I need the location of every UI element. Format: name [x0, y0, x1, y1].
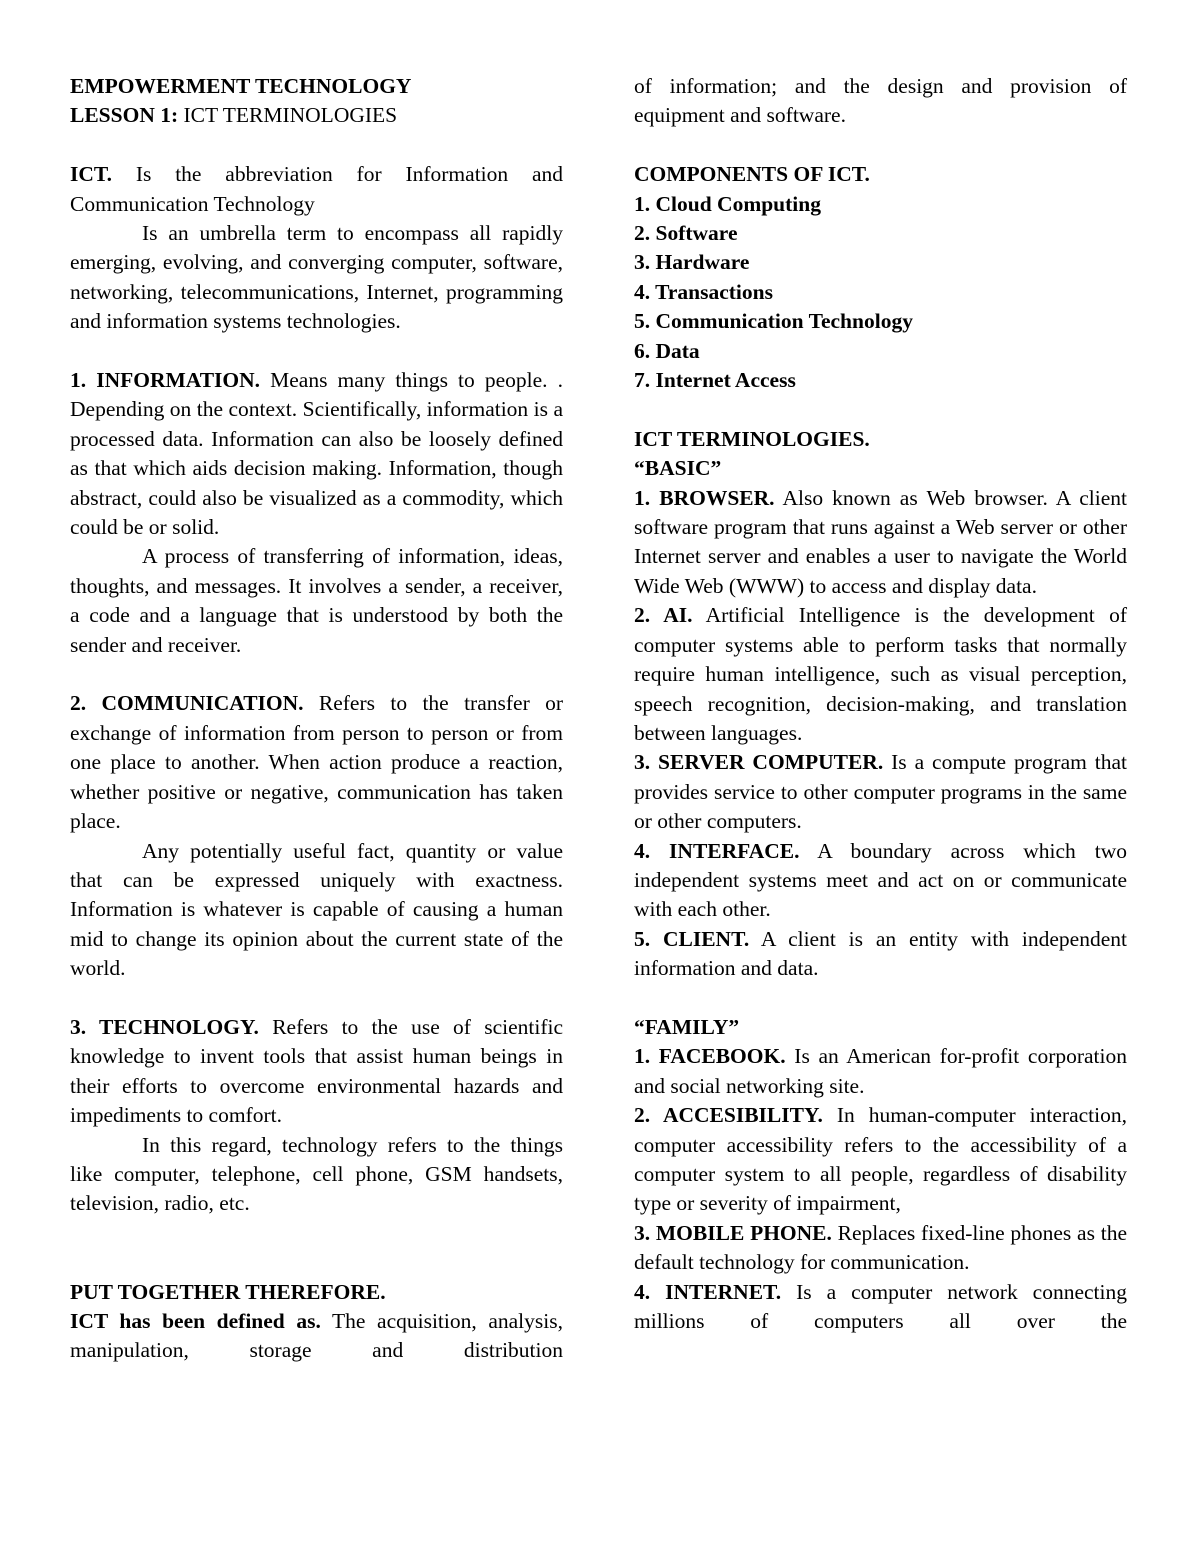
right-column [634, 72, 1127, 1336]
family-term-item [634, 1278, 1127, 1337]
basic-definition: Also known as Web browser. A client software program that runs against a Web server or other Internet server and enables a user to navigate the World Wide Web (WWW) to access and display data. [634, 485, 1127, 598]
summary-term: ICT has been defined as. [70, 1308, 321, 1333]
family-term: 3. MOBILE PHONE. [634, 1220, 832, 1245]
title-text: EMPOWERMENT TECHNOLOGY [70, 74, 412, 98]
technology-definition [70, 1013, 563, 1131]
summary-definition [70, 1307, 563, 1366]
component-item: 6. Data [634, 338, 700, 363]
component-item: 5. Communication Technology [634, 309, 913, 334]
technology-term: 3. TECHNOLOGY. [70, 1014, 259, 1039]
ict-definition [70, 160, 563, 219]
family-term: 1. FACEBOOK. [634, 1044, 786, 1069]
terminologies-heading: ICT TERMINOLOGIES. [634, 426, 870, 451]
family-label: “FAMILY” [634, 1014, 740, 1039]
family-term-item [634, 1219, 1127, 1278]
summary-heading: PUT TOGETHER THEREFORE. [70, 1279, 386, 1304]
component-item: 3. Hardware [634, 250, 750, 275]
technology-definition-text: Refers to the use of scientific knowledge to invent tools that assist human beings in their efforts to overcome environmental hazards and impediments to comfort. [70, 1014, 563, 1128]
information-extra: A process of transferring of information, ideas, thoughts, and messages. It involves a sender, a receiver, a code and a language that is understood by both the sender and receiver. [70, 544, 563, 657]
family-definition: Replaces fixed-line phones as the default technology for communication. [634, 1220, 1128, 1275]
communication-definition [70, 689, 563, 836]
component-item: 2. Software [634, 221, 738, 246]
basic-term: 1. BROWSER. [634, 485, 775, 510]
family-term: 2. ACCESIBILITY. [634, 1103, 823, 1128]
basic-term-item [634, 601, 1127, 748]
basic-definition: Artificial Intelligence is the development of computer systems able to perform tasks that normally require human intelligence, such as visual perception, speech recognition, decision-making, and translation between languages. [634, 603, 1127, 745]
basic-term-item [634, 484, 1127, 602]
technology-extra: In this regard, technology refers to the things like computer, telephone, cell phone, GSM handsets, television, radio, etc. [70, 1132, 563, 1216]
basic-term-item [634, 925, 1127, 984]
family-definition: Is an American for-profit corporation and social networking site. [634, 1044, 1127, 1098]
ict-definition-text: Is the abbreviation for Information and Communication Technology [70, 162, 563, 216]
component-item: 7. Internet Access [634, 368, 796, 393]
basic-term: 3. SERVER COMPUTER. [634, 750, 884, 775]
family-term-item [634, 1101, 1127, 1219]
document-title [70, 72, 563, 101]
communication-term: 2. COMMUNICATION. [70, 691, 304, 716]
family-definition: In human-computer interaction, computer accessibility refers to the accessibility of a computer system to all people, regardless of disability type or severity of impairment, [634, 1103, 1127, 1216]
basic-term: 5. CLIENT. [634, 926, 750, 951]
family-term-item [634, 1042, 1127, 1101]
basic-term: 2. AI. [634, 603, 693, 628]
component-item: 1. Cloud Computing [634, 191, 821, 216]
basic-label: “BASIC” [634, 456, 722, 481]
components-heading: COMPONENTS OF ICT. [634, 162, 870, 187]
communication-extra: Any potentially useful fact, quantity or value that can be expressed uniquely with exactness. Information is whatever is capable of causing a human mid to change its opinion about the current state of the world. [70, 838, 563, 981]
family-term: 4. INTERNET. [634, 1279, 782, 1304]
communication-definition-text: Refers to the transfer or exchange of information from person to person or from one place to another. When action produce a reaction, whether positive or negative, communication has taken place. [70, 691, 563, 834]
basic-term-item [634, 748, 1127, 836]
summary-definition-part1: The acquisition, analysis, manipulation, storage and distribution [70, 1308, 563, 1363]
summary-definition-continued: of information; and the design and provision of equipment and software. [634, 74, 1127, 128]
information-term: 1. INFORMATION. [70, 368, 261, 393]
basic-term-item [634, 837, 1127, 925]
information-definition [70, 366, 563, 542]
basic-term: 4. INTERFACE. [634, 838, 800, 863]
lesson-heading [70, 101, 563, 130]
family-definition: Is a computer network connecting millions of computers all over the [634, 1279, 1128, 1334]
left-column [70, 72, 563, 1366]
component-item: 4. Transactions [634, 279, 773, 304]
basic-definition: Is a compute program that provides service to other computer programs in the same or other computers. [634, 750, 1127, 834]
lesson-title: ICT TERMINOLOGIES [183, 103, 398, 128]
ict-term: ICT. [70, 162, 113, 187]
information-definition-text: Means many things to people. . Depending on the context. Scientifically, information is a processed data. Information can also be loosely defined as that which aids decision making. Information, though abstract, could also be visualized as a commodity, which could be or solid. [70, 368, 563, 540]
basic-definition: A client is an entity with independent information and data. [634, 926, 1127, 981]
basic-definition: A boundary across which two independent systems meet and act on or communicate with each other. [634, 838, 1127, 922]
lesson-label: LESSON 1: [70, 103, 179, 128]
ict-elaboration: Is an umbrella term to encompass all rapidly emerging, evolving, and converging computer, software, networking, telecommunications, Internet, programming and information systems technologies. [70, 221, 563, 334]
